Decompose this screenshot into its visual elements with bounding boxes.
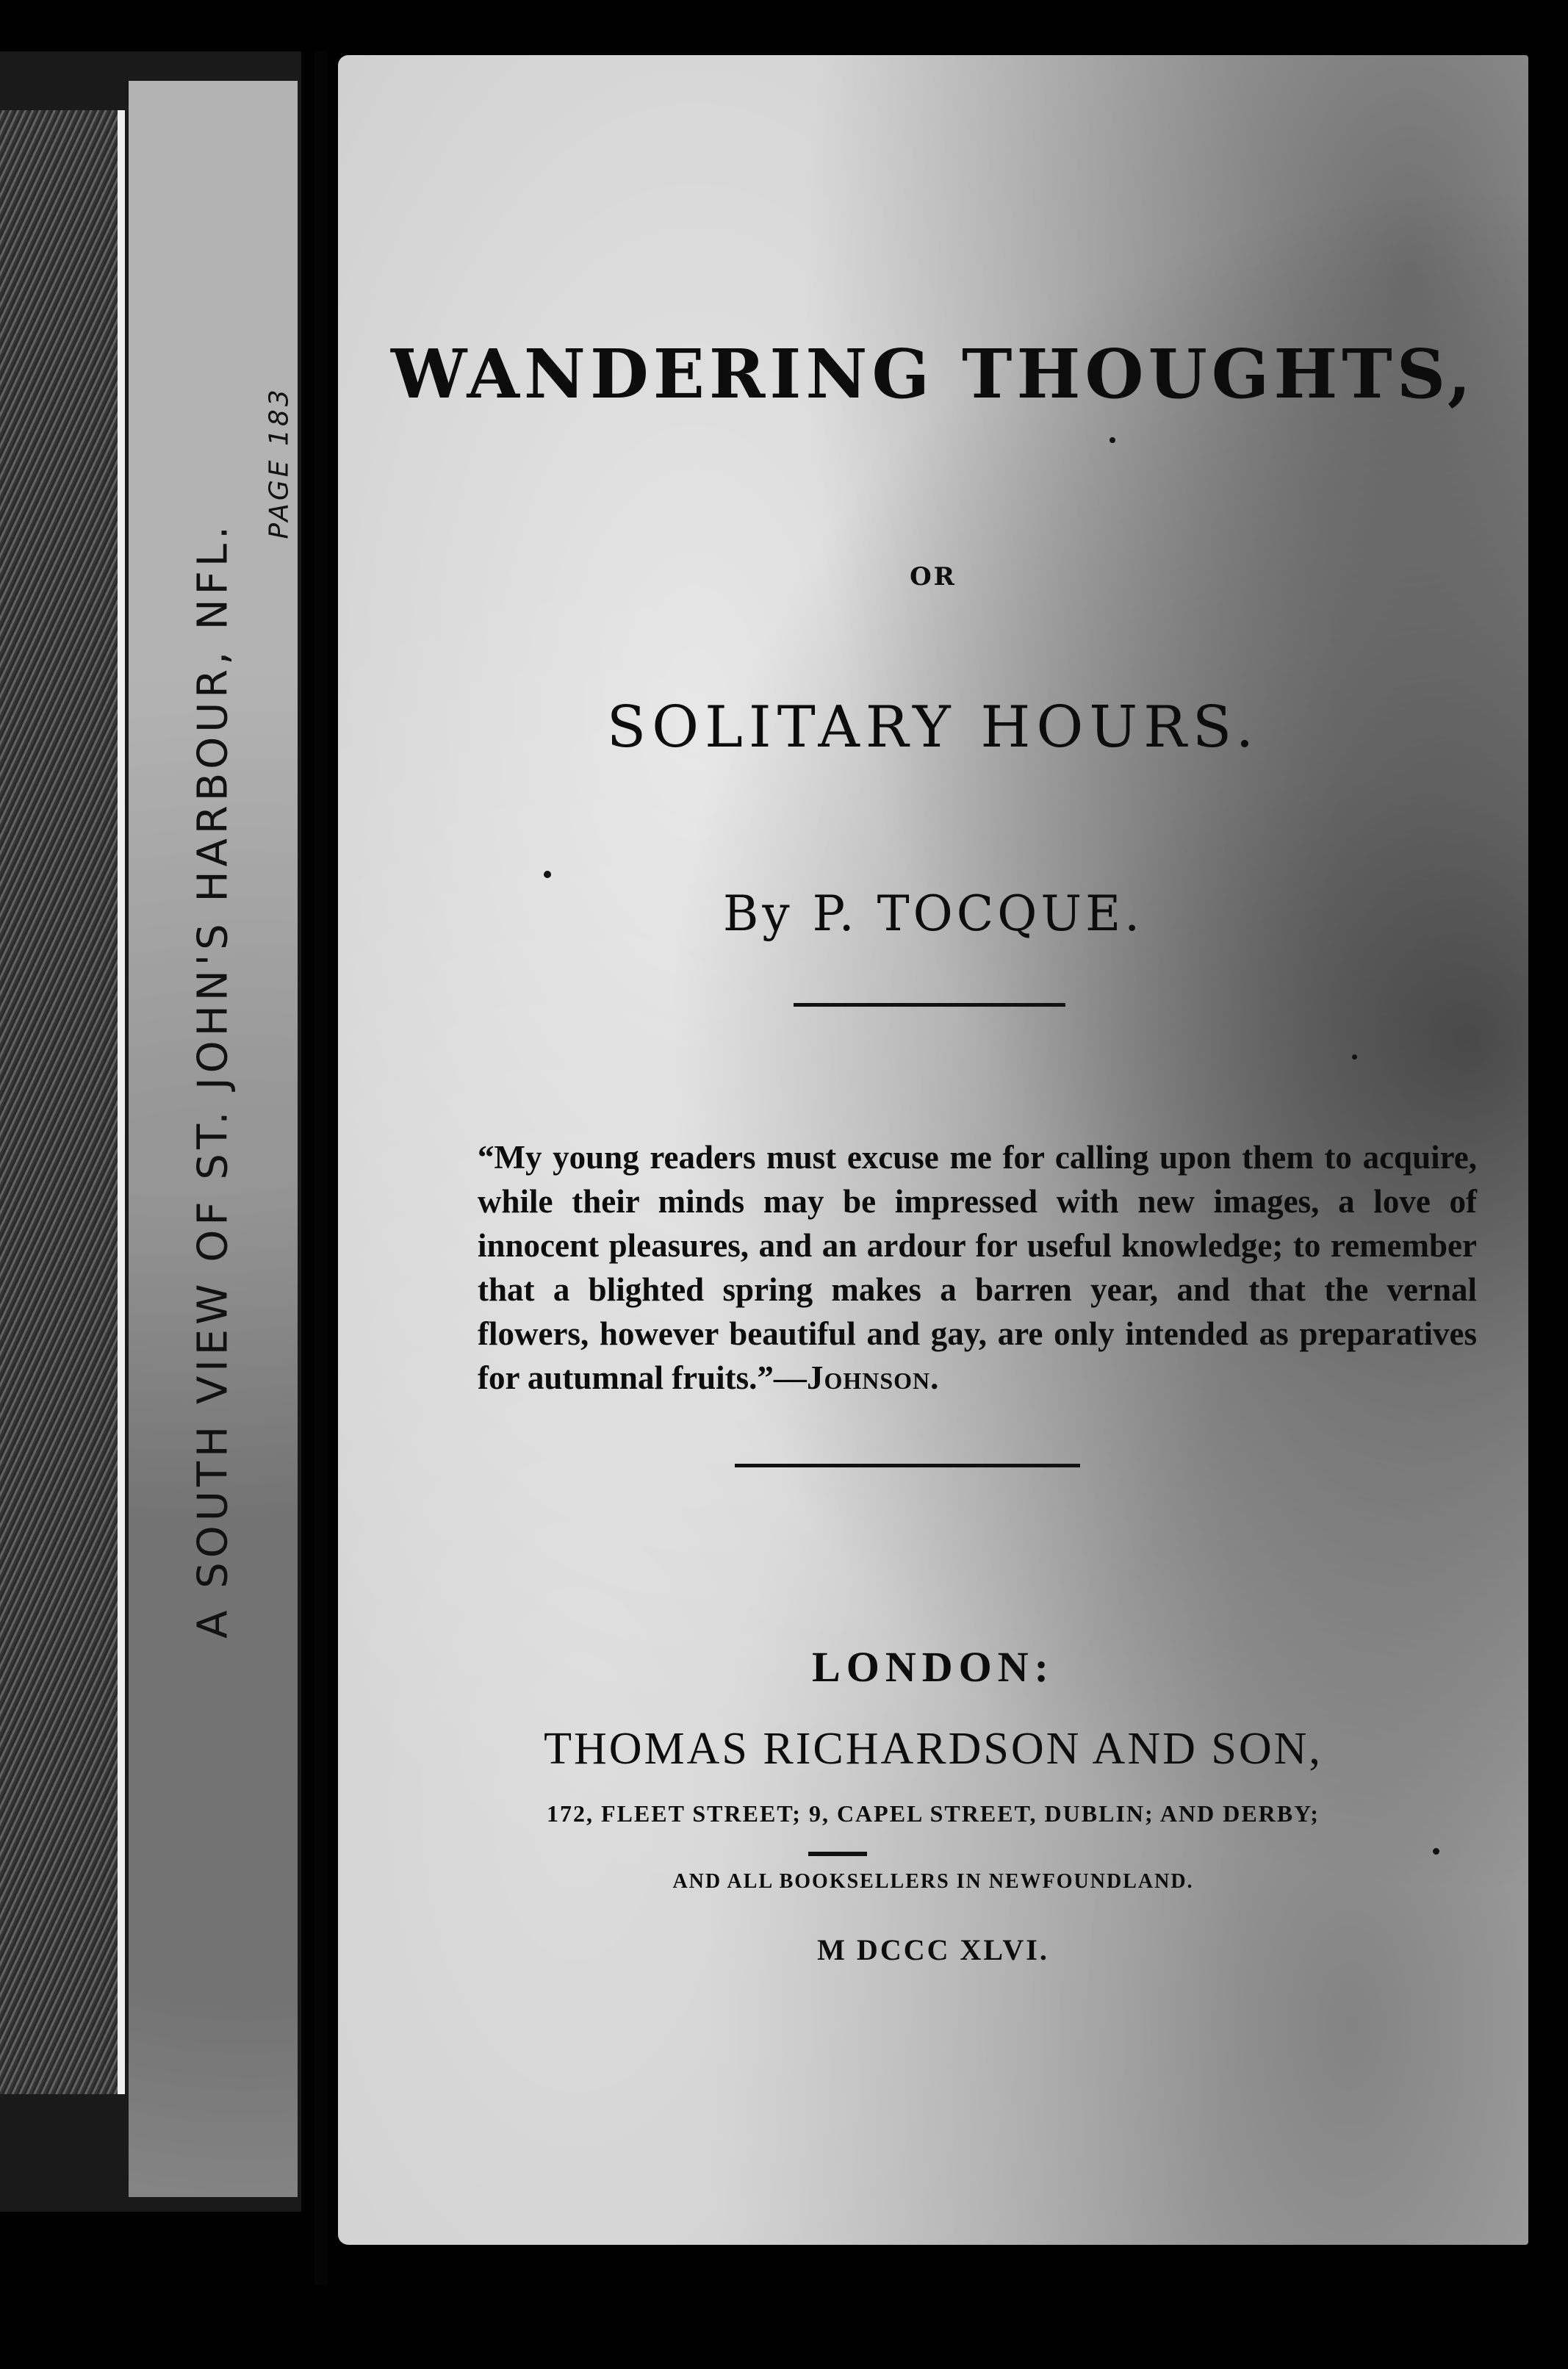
book-subtitle: SOLITARY HOURS. [606,694,1260,761]
dust-speck [544,871,551,878]
frontispiece-page-ref: PAGE 183 [264,387,295,539]
publisher-name: THOMAS RICHARDSON AND SON, [544,1724,1323,1774]
frontispiece [0,51,301,2212]
frontispiece-caption: A SOUTH VIEW OF ST. JOHN'S HARBOUR, NFL. [189,522,237,1639]
engraving-border [118,110,125,2094]
divider-rule-short [808,1852,867,1856]
publisher-booksellers: AND ALL BOOKSELLERS IN NEWFOUNDLAND. [672,1870,1194,1893]
epigraph-text: “My young readers must excuse me for calling upon them to acquire, while their minds may be impressed with new images, a love of innocent pleasures, and an ardour for useful knowledge; to remember that a blighted spring makes a barren year, and that the vernal flowers, however beautiful and gay, are only intended as preparatives for autumnal fruits.”— [478,1139,1477,1396]
harbour-engraving [0,110,118,2094]
title-connector: OR [910,562,957,592]
publisher-address: 172, FLEET STREET; 9, CAPEL STREET, DUBLIN; AND DERBY; [547,1800,1320,1827]
book-gutter [314,51,328,2285]
book-title: WANDERING THOUGHTS, [391,334,1475,414]
dust-speck [1433,1848,1439,1855]
divider-rule [794,1003,1065,1007]
divider-rule [735,1464,1080,1467]
epigraph-attribution: Johnson. [806,1359,940,1396]
dust-speck [1352,1054,1357,1060]
dust-speck [1110,437,1115,443]
epigraph [478,1135,1477,1400]
publisher-city: LONDON: [812,1643,1054,1691]
title-page [338,55,1528,2245]
author-line: By P. TOCQUE. [722,885,1144,942]
publication-year: M DCCC XLVI. [817,1933,1049,1966]
